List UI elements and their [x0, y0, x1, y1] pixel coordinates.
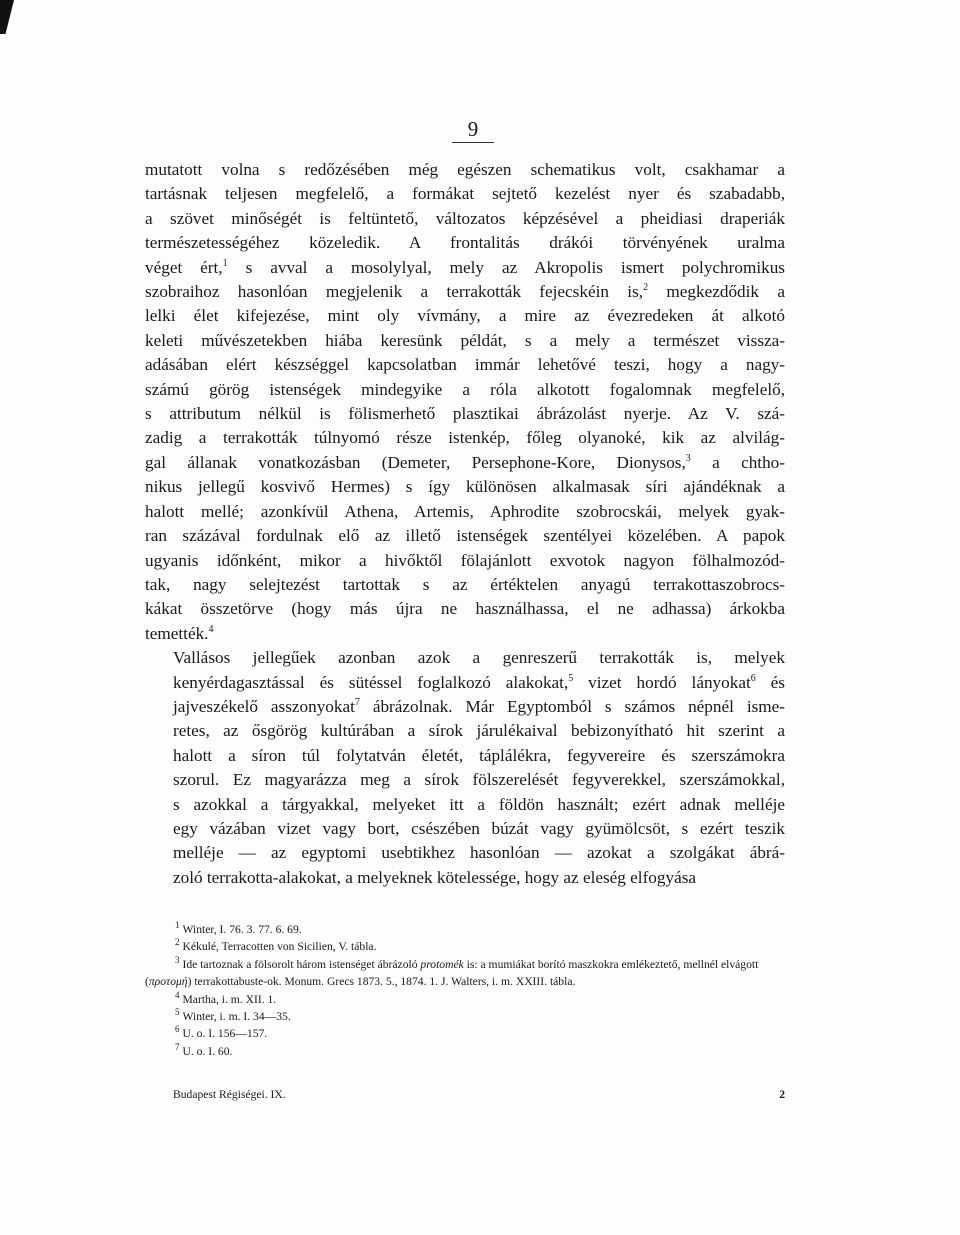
text-line: kákat összetörve (hogy más újra ne használhassa, el ne adhassa) árkokba	[145, 599, 785, 619]
text-line: véget ért,$^1$ s avval a mosolylyal, mely az Akropolis ismert polychromikus	[145, 257, 785, 277]
text-line: szobraihoz hasonlóan megjelenik a terrakották fejecskéin is,$^2$ megkezdődik a	[145, 282, 785, 302]
footnote-ref[interactable]: 4	[208, 623, 214, 635]
text-line: Vallásos jellegűek azonban azok a genreszerű terrakották is, melyek	[173, 648, 785, 668]
text-line: a szövet minőségét is feltüntető, változatos képzésével a pheidiasi draperiák	[145, 208, 785, 228]
text-line: tak, nagy selejtezést tartottak s az értéktelen anyagú terrakottaszobrocs-	[145, 574, 785, 594]
text-line: szorul. Ez magyarázza meg a sírok fölszerelését fegyverekkel, szerszámokkal,	[173, 770, 785, 790]
text-line: temették.$^4$	[145, 623, 214, 643]
footnote-7: $^7$ U. o. I. 60.	[175, 1041, 233, 1058]
text-line: zadig a terrakották túlnyomó része istenkép, főleg olyanoké, kik az alvilág-	[145, 428, 785, 448]
text-line: jajveszékelő asszonyokat$^7$ ábrázolnak. Már Egyptomból s számos népnél isme-	[173, 696, 785, 716]
text-line: gal állanak vonatkozásban (Demeter, Persephone-Kore, Dionysos,$^3$ a chtho-	[145, 452, 785, 472]
text-line: adásában elért készséggel kapcsolatban immár lehetővé teszi, hogy a nagy-	[145, 355, 785, 375]
corner-print-mark	[0, 0, 14, 34]
footnote-mark: 1	[175, 920, 180, 930]
footnote-2: $^2$ Kékulé, Terracotten von Sicilien, V. tábla.	[175, 937, 377, 954]
footnote-greek-term: προτομή	[148, 975, 188, 989]
paragraph-1	[145, 158, 785, 646]
footnote-6: $^6$ U. o. I. 156—157.	[175, 1024, 268, 1041]
text-line: keleti művészetekben hiába keresünk példát, s a mely a természet vissza-	[145, 330, 785, 350]
footnote-ref[interactable]: 2	[643, 282, 649, 294]
footnote-ref[interactable]: 1	[222, 257, 228, 269]
text-line: kenyérdagasztással és sütéssel foglalkozó alakokat,$^5$ vizet hordó lányokat$^6$ és	[173, 672, 785, 692]
footnote-ref[interactable]: 5	[568, 672, 574, 684]
footnote-3: $^3$ Ide tartoznak a fölsorolt három istenséget ábrázoló protomék is: a mumiákat borító maszkokra emlékeztető, mellnél elvágott (προτομή) terrakottabuste-ok. Monum. Grecs 1873. 5., 1874. 1. J. Walters, i. m. XXIII. tábla.	[145, 954, 759, 989]
footnote-mark: 6	[175, 1024, 180, 1035]
footnote-5: $^5$ Winter, i. m. I. 34—35.	[175, 1007, 291, 1024]
text-line: zoló terrakotta-alakokat, a melyeknek kötelessége, hogy az eleség elfogyása	[173, 867, 697, 887]
text-line: lelki élet kifejezése, mint oly vívmány, a mire az évezredeken át alkotó	[145, 306, 785, 326]
footnote-ref[interactable]: 7	[354, 696, 360, 708]
text-line: s attributum nélkül is fölismerhető plasztikai ábrázolást nyerje. Az V. szá-	[145, 404, 785, 424]
footnote-1: $^1$ Winter, I. 76. 3. 77. 6. 69.	[175, 920, 302, 936]
text-line: természetességéhez közeledik. A frontalitás drákói törvényének uralma	[145, 233, 785, 253]
footnote-mark: 4	[175, 989, 180, 1000]
text-line: tartásnak teljesen megfelelő, a formákat sejtető kezelést nyer és szabadabb,	[145, 184, 785, 204]
text-line: ran százával fordulnak elő az illető istenségek szentélyei közelében. A papok	[145, 526, 785, 546]
footnote-mark: 5	[175, 1007, 180, 1018]
page-number: 9	[452, 118, 494, 143]
footnote-ref[interactable]: 3	[685, 452, 691, 464]
text-line: nikus jellegű kosvivő Hermes) s így különösen alkalmasak síri ajándéknak a	[145, 477, 785, 497]
footnote-mark: 2	[175, 937, 180, 948]
footnote-italic-term: protomék	[420, 957, 464, 971]
footer-signature: Budapest Régiségei. IX.	[173, 1088, 286, 1101]
paragraph-2	[145, 646, 785, 890]
text-line: melléje — az egyptomi usebtikhez hasonlóan — azokat a szolgákat ábrá-	[173, 843, 785, 863]
text-line: egy vázában vizet vagy bort, csészében búzát vagy gyümölcsöt, s ezért teszik	[173, 818, 785, 838]
text-line: retes, az ősgörög kultúrában a sírok járulékaival bebizonyítható hit szerint a	[173, 721, 785, 741]
text-line: halott mellé; azonkívül Athena, Artemis, Aphrodite szobrocskái, melyek gyak-	[145, 501, 785, 521]
text-line: számú görög istenségek mindegyike a róla alkotott fogalomnak megfelelő,	[145, 379, 785, 399]
footnote-mark: 7	[175, 1041, 180, 1052]
footnotes	[145, 921, 785, 1060]
body-text	[145, 158, 785, 890]
footer-sheet-number: 2	[779, 1088, 785, 1101]
footnote-ref[interactable]: 6	[750, 672, 756, 684]
text-line: ugyanis időnként, mikor a hivőktől fölajánlott exvotok nagyon fölhalmozód-	[145, 550, 785, 570]
text-line: mutatott volna s redőzésében még egészen schematikus volt, csakhamar a	[145, 160, 785, 179]
footnote-mark: 3	[175, 954, 180, 965]
footnote-4: $^4$ Martha, i. m. XII. 1.	[175, 989, 277, 1006]
text-line: halott a síron túl folytatván életét, táplálékra, fegyvereire és szerszámokra	[173, 745, 785, 765]
text-line: s azokkal a tárgyakkal, melyeket itt a földön használt; ezért adnak melléje	[173, 794, 785, 814]
